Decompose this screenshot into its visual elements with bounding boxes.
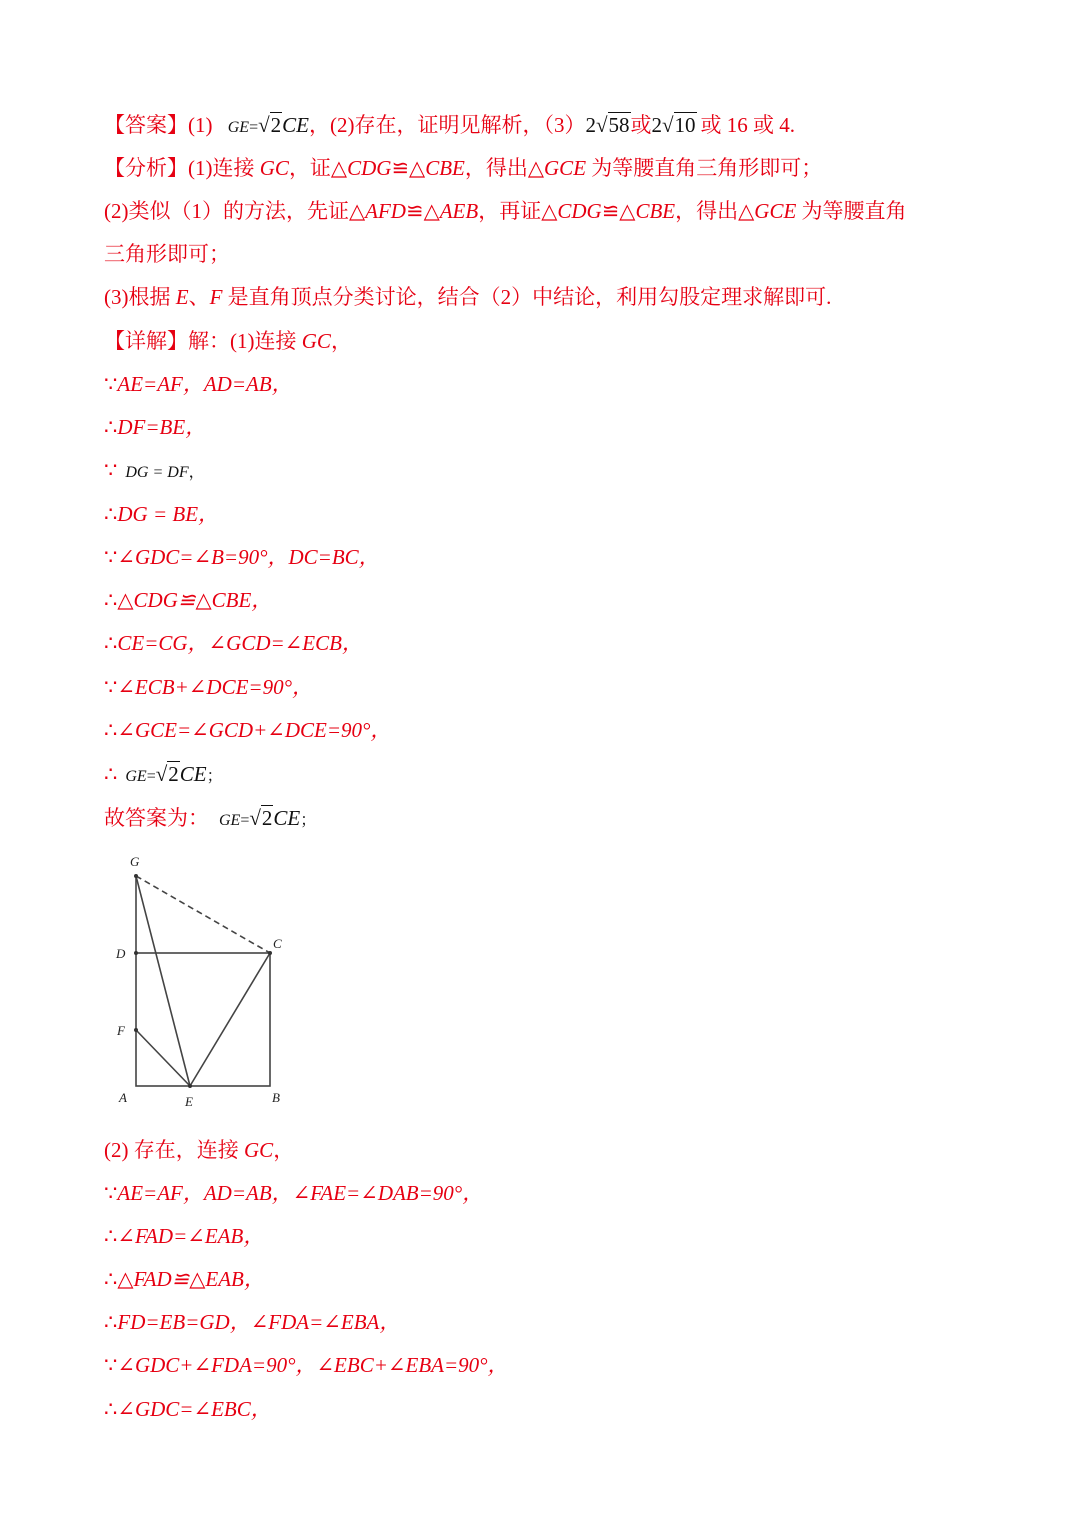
math: GC: [259, 156, 289, 180]
detail-tag: 【详解】: [104, 329, 188, 353]
math: F: [209, 285, 223, 309]
text: ，再证△: [478, 199, 558, 223]
text: ，得出△: [675, 199, 755, 223]
sqrt-10: [662, 111, 697, 139]
text: ，得出△: [464, 156, 545, 180]
part2-step-4: [104, 1308, 400, 1336]
radicand-2: 2: [270, 113, 282, 137]
math: △CDG≌△CBE，: [117, 588, 273, 612]
math: AEB: [439, 199, 479, 223]
conclusion-label: 故答案为：: [104, 806, 209, 830]
point-f: [134, 1028, 138, 1032]
semicolon: ；: [206, 768, 223, 785]
because-symbol: ∵: [104, 545, 118, 569]
or-word: 或: [630, 113, 652, 137]
math: ∠ECB+∠DCE=90°，: [117, 675, 313, 699]
sqrt-2: [156, 760, 180, 788]
math: GCE: [544, 156, 587, 180]
text: ≌△: [391, 156, 426, 180]
segment-ge: [136, 876, 190, 1086]
step-6: [104, 586, 272, 614]
math: CE: [273, 806, 301, 830]
because-symbol: ∵: [104, 372, 118, 396]
sqrt-2: [249, 804, 273, 832]
answer-line: [104, 111, 795, 142]
math: DG = BE，: [117, 502, 220, 526]
therefore-symbol: ∴: [104, 762, 118, 786]
math: GC: [301, 329, 331, 353]
math: GC: [244, 1138, 274, 1162]
therefore-symbol: ∴: [104, 1224, 118, 1248]
math: AE=AF，AD=AB，: [117, 372, 293, 396]
math: CE: [179, 762, 207, 786]
step-1: [104, 370, 293, 398]
comma: ，: [308, 113, 330, 137]
part2-step-2: [104, 1222, 264, 1250]
analysis-line-3: 三角形即可；: [104, 242, 230, 266]
step-9: [104, 716, 391, 744]
label-c: C: [273, 936, 282, 951]
because-symbol: ∵: [104, 458, 118, 482]
label-b: B: [272, 1090, 280, 1105]
math: DG = DF: [125, 464, 189, 481]
step-3: [104, 456, 205, 487]
therefore-symbol: ∴: [104, 415, 118, 439]
therefore-symbol: ∴: [104, 1310, 118, 1334]
math: ∠FAD=∠EAB，: [117, 1224, 265, 1248]
segment-gc-dashed: [136, 876, 270, 953]
text: 是直角顶点分类讨论，结合（2）中结论，利用勾股定理求解即可.: [222, 285, 832, 309]
answer-tag: 【答案】: [104, 113, 188, 137]
sqrt-symbol: √: [595, 113, 608, 137]
math: ∠GCE=∠GCD+∠DCE=90°，: [117, 718, 392, 742]
sqrt-symbol: √: [249, 806, 261, 830]
square-abcd: [136, 953, 270, 1086]
label-f: F: [117, 1023, 125, 1038]
math: CDG: [347, 156, 392, 180]
text: ，证△: [288, 156, 348, 180]
equals-sign: =: [240, 812, 250, 829]
answer-part2: (2)存在，证明见解析，（3）: [329, 113, 586, 137]
conclusion-line: [104, 804, 316, 835]
math: E: [175, 285, 189, 309]
text: (3)根据: [104, 285, 176, 309]
answer-tail: 或 16 或 4.: [700, 113, 796, 137]
segment-ce: [190, 953, 270, 1086]
point-e: [188, 1084, 192, 1088]
answer-ce: CE: [282, 113, 309, 137]
sqrt-symbol: √: [662, 113, 674, 137]
analysis-line-1: [104, 154, 822, 182]
therefore-symbol: ∴: [104, 1267, 118, 1291]
part2-step-1: [104, 1179, 483, 1207]
point-d: [134, 951, 138, 955]
math: CE=CG，∠GCD=∠ECB，: [117, 631, 363, 655]
math: GE: [219, 812, 241, 829]
text: 为等腰直角: [796, 199, 907, 223]
therefore-symbol: ∴: [104, 588, 118, 612]
radicand-10: 10: [674, 113, 696, 137]
equals-sign: =: [146, 768, 156, 785]
math: CDG: [557, 199, 602, 223]
coef-2: 2: [651, 113, 663, 137]
because-symbol: ∵: [104, 1353, 118, 1377]
segment-fe: [136, 1030, 190, 1086]
math: FD=EB=GD，∠FDA=∠EBA，: [117, 1310, 401, 1334]
sqrt-symbol: √: [155, 762, 168, 786]
therefore-symbol: ∴: [104, 718, 118, 742]
step-5: [104, 543, 380, 571]
math: GE: [125, 768, 147, 785]
text: ，: [330, 329, 352, 353]
label-e: E: [185, 1094, 193, 1109]
math: AE=AF，AD=AB，∠FAE=∠DAB=90°，: [117, 1181, 484, 1205]
text: ≌△: [405, 199, 440, 223]
detail-intro: [104, 327, 352, 355]
point-g: [134, 874, 138, 878]
step-10: [104, 760, 223, 791]
part2-step-3: [104, 1265, 265, 1293]
therefore-symbol: ∴: [104, 631, 118, 655]
equals-sign: =: [249, 119, 259, 136]
math: DF=BE，: [117, 415, 207, 439]
comma: ，: [188, 464, 205, 481]
math: AFD: [365, 199, 406, 223]
math: CBE: [635, 199, 676, 223]
step-8: [104, 673, 313, 701]
label-a: A: [119, 1090, 127, 1105]
label-g: G: [130, 854, 140, 869]
part2-intro: [104, 1136, 294, 1164]
therefore-symbol: ∴: [104, 502, 118, 526]
radicand-2: 2: [168, 762, 179, 786]
point-c: [268, 951, 272, 955]
math: ∠GDC=∠B=90°，DC=BC，: [117, 545, 380, 569]
part2-step-5: [104, 1351, 509, 1379]
text: ，: [273, 1138, 295, 1162]
radicand-58: 58: [608, 113, 630, 137]
text: (2) 存在，连接: [104, 1138, 244, 1162]
step-7: [104, 629, 363, 657]
because-symbol: ∵: [104, 1181, 118, 1205]
geometry-figure: [108, 852, 298, 1114]
sqrt-2: [258, 111, 282, 139]
text: 、: [188, 285, 210, 309]
text: (2)类似（1）的方法，先证△: [104, 199, 366, 223]
sqrt-symbol: √: [258, 113, 270, 137]
text: ≌△: [601, 199, 636, 223]
part2-step-6: [104, 1395, 272, 1423]
because-symbol: ∵: [104, 675, 118, 699]
math: △FAD≌△EAB，: [117, 1267, 265, 1291]
math: ∠GDC+∠FDA=90°，∠EBC+∠EBA=90°，: [117, 1353, 509, 1377]
label-d: D: [116, 946, 126, 961]
analysis-tag: 【分析】: [104, 156, 188, 180]
text: 解：(1)连接: [188, 329, 302, 353]
sqrt-58: [596, 111, 631, 139]
radicand-2: 2: [261, 806, 273, 830]
answer-ge: GE: [227, 119, 250, 136]
step-2: [104, 413, 206, 441]
analysis-line-2: [104, 197, 907, 225]
math: GCE: [754, 199, 797, 223]
text: (1)连接: [188, 156, 260, 180]
math: CBE: [425, 156, 465, 180]
analysis-line-4: [104, 283, 831, 311]
answer-part1: (1): [188, 113, 213, 137]
therefore-symbol: ∴: [104, 1397, 118, 1421]
step-4: [104, 500, 219, 528]
semicolon: ；: [300, 812, 317, 829]
text: 为等腰直角三角形即可；: [586, 156, 823, 180]
coef-2: 2: [585, 113, 596, 137]
math: ∠GDC=∠EBC，: [117, 1397, 272, 1421]
